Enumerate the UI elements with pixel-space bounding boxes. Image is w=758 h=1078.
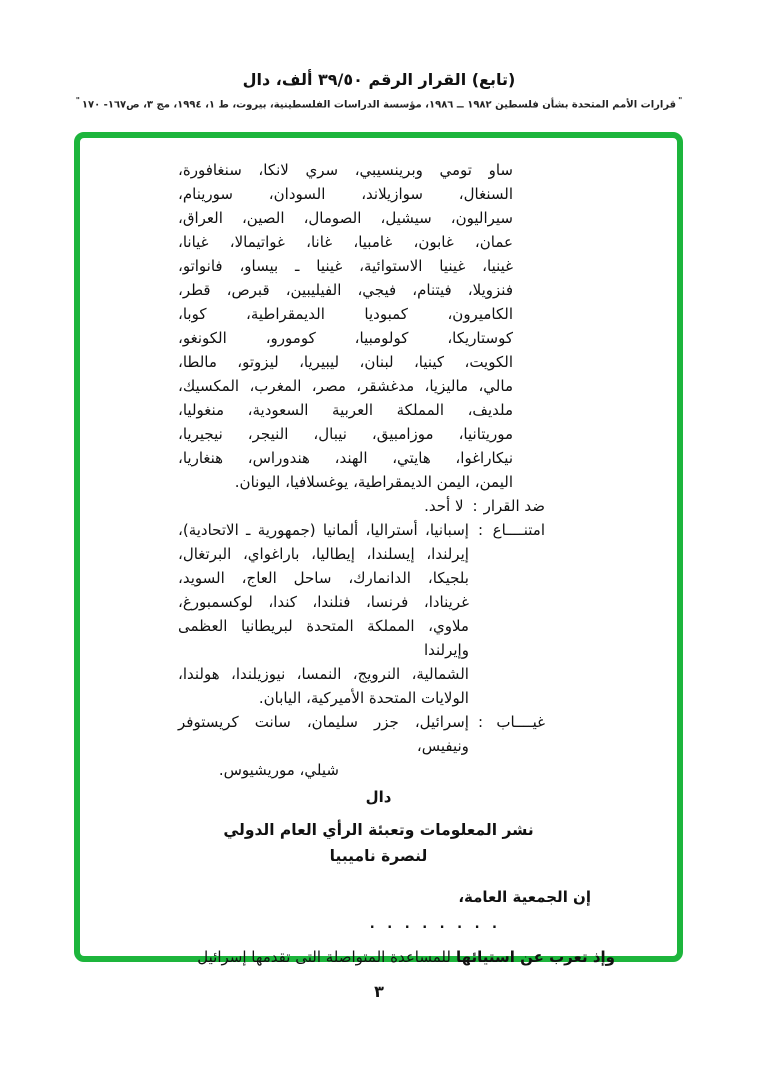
citation-close-quote: " <box>75 96 80 105</box>
abstain-label: امتنــــاع <box>492 521 545 540</box>
country-list-line: الولايات المتحدة الأميركية، اليابان. <box>258 689 469 708</box>
against-colon: : <box>472 497 478 516</box>
country-list-line: إسبانيا، أستراليا، ألمانيا (جمهورية ـ الاتحادية)، <box>178 521 469 540</box>
country-list-line: فنزويلا، فيتنام، فيجي، الفيليبين، قبرص، قطر، <box>178 281 513 300</box>
omission-dots: . . . . . . . . <box>369 917 501 933</box>
country-list-line: بلجيكا، الدانمارك، ساحل العاج، السويد، <box>178 569 469 588</box>
in-favor-country-list <box>178 158 513 494</box>
paragraph-rest: للمساعدة المتواصلة التى تقدمها إسرائيل <box>197 948 451 967</box>
citation-text: قرارات الأمم المتحدة بشأن فلسطين ١٩٨٢ ــ ١٩٨٦، مؤسسة الدراسات الفلسطينية، بيروت، ط ١، ١٩٩٤، مج ٣، ص١٦٧- ١٧٠ <box>81 99 677 111</box>
absent-label: غيــــاب <box>496 713 545 732</box>
country-list-line: كوستاريكا، كولومبيا، كومورو، الكونغو، <box>178 329 513 348</box>
vote-record <box>178 158 545 782</box>
source-citation <box>0 96 758 110</box>
page-number: ٣ <box>374 982 384 1002</box>
country-list-line: إيرلندا، إيسلندا، إيطاليا، باراغواي، البرتغال، <box>178 545 469 564</box>
abstain-country-list <box>178 518 469 710</box>
country-list-line: شيلي، موريشيوس. <box>218 761 339 780</box>
country-list-line: غرينادا، فرنسا، فنلندا، كندا، لوكسمبورغ، <box>178 593 469 612</box>
country-list-line: الشمالية، النرويج، النمسا، نيوزيلندا، هولندا، <box>178 665 469 684</box>
resolution-title: (تابع) القرار الرقم ٣٩/٥٠ ألف، دال <box>242 70 516 89</box>
section-title-line2: لنصرة ناميبيا <box>329 847 428 866</box>
country-list-line: اليمن، اليمن الديمقراطية، يوغسلافيا، اليونان. <box>234 473 513 492</box>
country-list-line: ملاوي، المملكة المتحدة لبريطانيا العظمى وإيرلندا <box>178 617 469 660</box>
against-label: ضد القرار <box>483 497 545 516</box>
country-list-line: الكاميرون، كمبوديا الديمقراطية، كوبا، <box>178 305 513 324</box>
section-title-line1: نشر المعلومات وتعبئة الرأي العام الدولي <box>223 821 534 840</box>
paragraph-lead-phrase: وإذ تعرب عن استيائها <box>455 948 615 967</box>
section-letter: دال <box>365 788 392 807</box>
country-list-line: ملديف، المملكة العربية السعودية، منغوليا، <box>178 401 513 420</box>
country-list-line: عمان، غابون، غامبيا، غانا، غواتيمالا، غيانا، <box>178 233 513 252</box>
against-vote-entry <box>178 494 545 518</box>
country-list-line: نيكاراغوا، هايتي، الهند، هندوراس، هنغاريا، <box>178 449 513 468</box>
absent-vote-entry <box>178 710 545 782</box>
content-frame <box>74 132 683 967</box>
country-list-line: ساو تومي وبرينسيبي، سري لانكا، سنغافورة، <box>178 161 513 180</box>
closing-paragraph <box>80 945 677 969</box>
country-list-line: سيراليون، سيشيل، الصومال، الصين، العراق، <box>178 209 513 228</box>
abstain-vote-entry <box>178 518 545 710</box>
country-list-line: موريتانيا، موزامبيق، نيبال، النيجر، نيجيريا، <box>178 425 513 444</box>
country-list-line: الكويت، كينيا، لبنان، ليبيريا، ليزوتو، مالطا، <box>178 353 513 372</box>
country-list-line: مالي، ماليزيا، مدغشقر، مصر، المغرب، المكسيك، <box>178 377 513 396</box>
assembly-intro: إن الجمعية العامة، <box>458 888 591 907</box>
country-list-line: السنغال، سوازيلاند، السودان، سورينام، <box>178 185 513 204</box>
citation-open-quote: " <box>678 96 683 105</box>
absent-country-list <box>178 710 469 782</box>
absent-colon: : <box>477 713 483 732</box>
country-list-line: غينيا، غينيا الاستوائية، غينيا ـ بيساو، فانواتو، <box>178 257 513 276</box>
frame-content <box>80 138 677 969</box>
country-list-line: إسرائيل، جزر سليمان، سانت كريستوفر ونيفيس، <box>178 713 469 756</box>
abstain-colon: : <box>477 521 483 540</box>
against-value: لا أحد. <box>424 497 464 516</box>
